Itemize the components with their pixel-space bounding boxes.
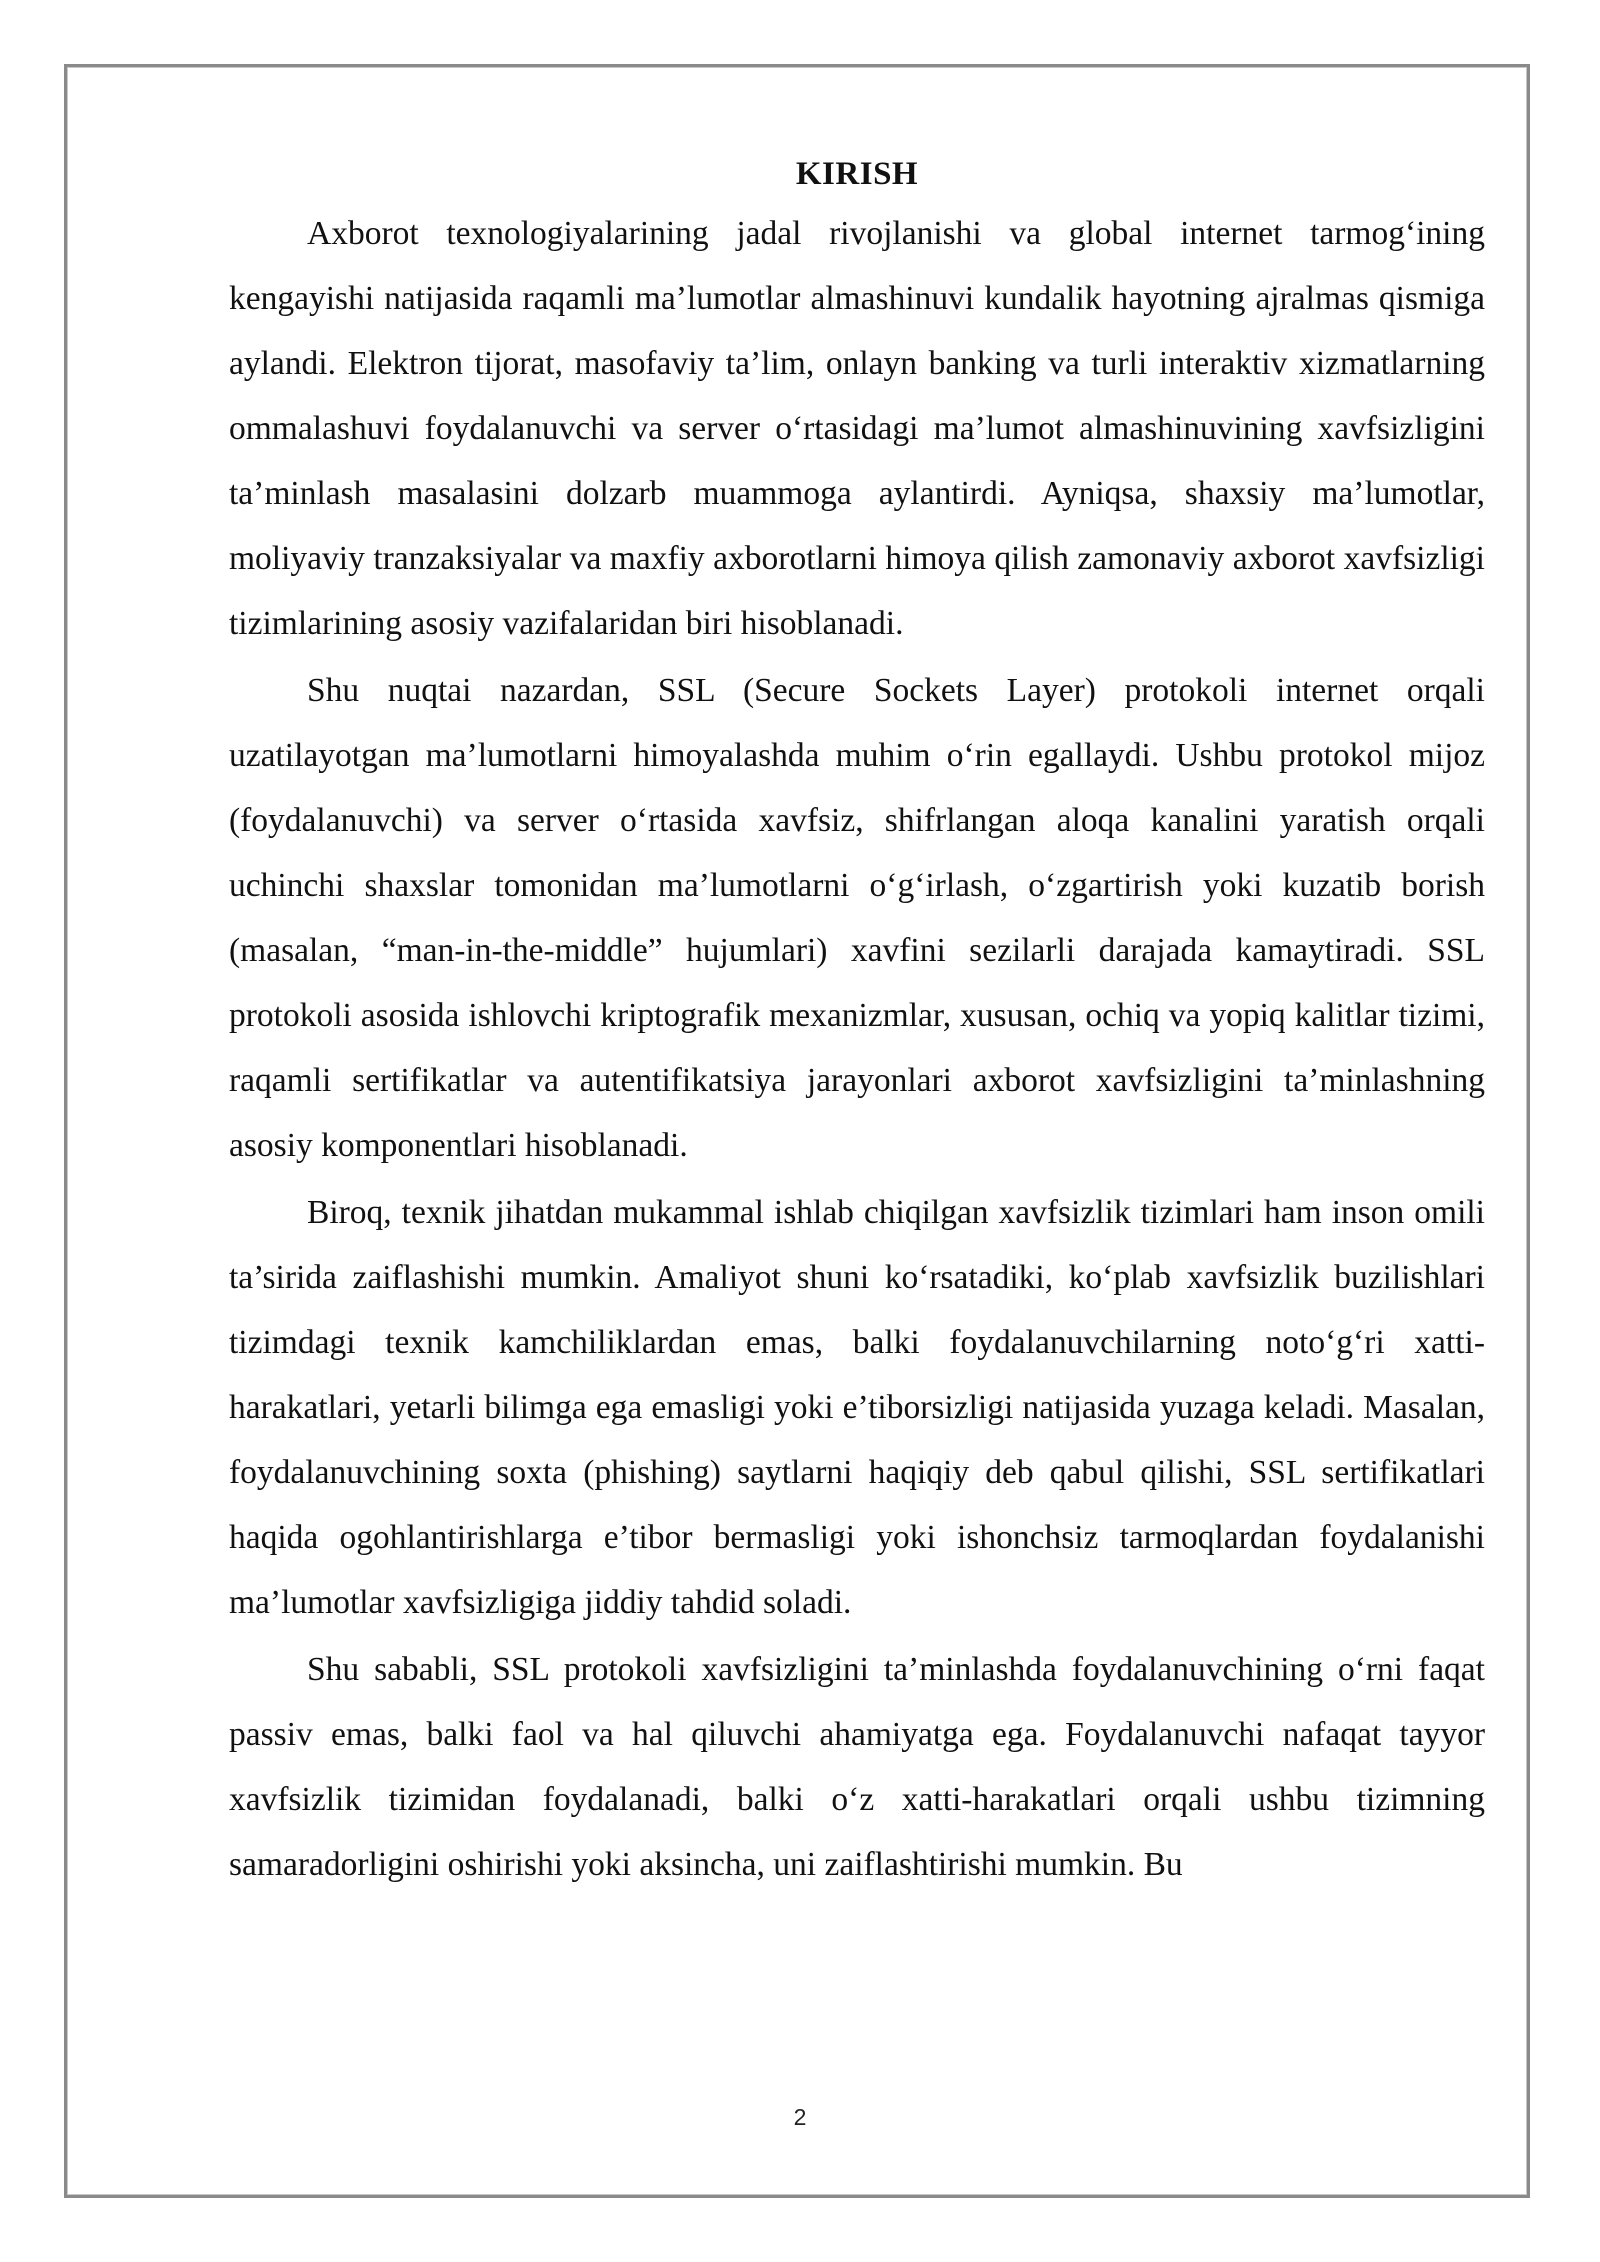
- section-title: KIRISH: [795, 156, 919, 192]
- paragraph-3: Biroq, texnik jihatdan mukammal ishlab chiqilgan xavfsizlik tizimlari ham inson omili ta’sirida zaiflashishi mumkin. Amaliyot shuni ko‘rsatadiki, ko‘plab xavfsizlik buzilishlari tizimdagi texnik kamchiliklardan emas, balki foydalanuvchilarning noto‘g‘ri xatti-harakatlari, yetarli bilimga ega emasligi yoki e’tiborsizligi natijasida yuzaga keladi. Masalan, foydalanuvchining soxta (phishing) saytlarni haqiqiy deb qabul qilishi, SSL sertifikatlari haqida ogohlantirishlarga e’tibor bermasligi yoki ishonchsiz tarmoqlardan foydalanishi ma’lumotlar xavfsizligiga jiddiy tahdid soladi.: [229, 1194, 1485, 1621]
- paragraph-2: Shu nuqtai nazardan, SSL (Secure Sockets Layer) protokoli internet orqali uzatilayotgan ma’lumotlarni himoyalashda muhim o‘rin egallaydi. Ushbu protokol mijoz (foydalanuvchi) va server o‘rtasida xavfsiz, shifrlangan aloqa kanalini yaratish orqali uchinchi shaxslar tomonidan ma’lumotlarni o‘g‘irlash, o‘zgartirish yoki kuzatib borish (masalan, “man-in-the-middle” hujumlari) xavfini sezilarli darajada kamaytiradi. SSL protokoli asosida ishlovchi kriptografik mexanizmlar, xususan, ochiq va yopiq kalitlar tizimi, raqamli sertifikatlar va autentifikatsiya jarayonlari axborot xavfsizligini ta’minlashning asosiy komponentlari hisoblanadi.: [229, 672, 1485, 1164]
- document-body: [229, 148, 1485, 1899]
- paragraph-1: Axborot texnologiyalarining jadal rivojlanishi va global internet tarmog‘ining kengayishi natijasida raqamli ma’lumotlar almashinuvi kundalik hayotning ajralmas qismiga aylandi. Elektron tijorat, masofaviy ta’lim, onlayn banking va turli interaktiv xizmatlarning ommalashuvi foydalanuvchi va server o‘rtasidagi ma’lumot almashinuvining xavfsizligini ta’minlash masalasini dolzarb muammoga aylantirdi. Ayniqsa, shaxsiy ma’lumotlar, moliyaviy tranzaksiyalar va maxfiy axborotlarni himoya qilish zamonaviy axborot xavfsizligi tizimlarining asosiy vazifalaridan biri hisoblanadi.: [229, 215, 1485, 642]
- page-number: 2: [793, 2104, 807, 2130]
- paragraph-4: Shu sababli, SSL protokoli xavfsizligini ta’minlashda foydalanuvchining o‘rni faqat passiv emas, balki faol va hal qiluvchi ahamiyatga ega. Foydalanuvchi nafaqat tayyor xavfsizlik tizimidan foydalanadi, balki o‘z xatti-harakatlari orqali ushbu tizimning samaradorligini oshirishi yoki aksincha, uni zaiflashtirishi mumkin. Bu: [229, 1651, 1485, 1883]
